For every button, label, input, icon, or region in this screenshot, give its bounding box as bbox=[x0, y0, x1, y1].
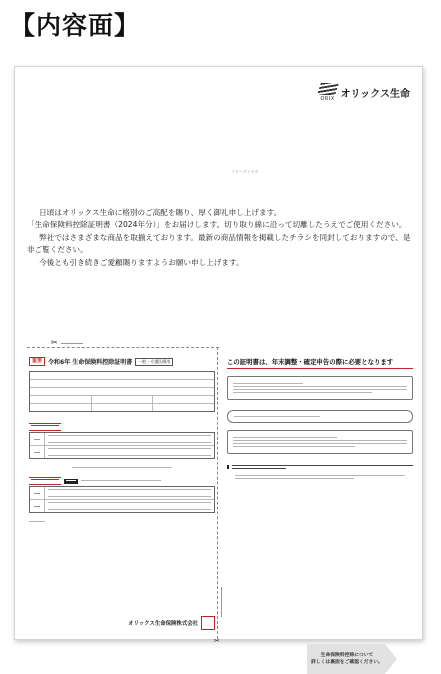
year-end-adjustment-detail bbox=[227, 471, 413, 483]
see-reverse-line-1: 生命保険料控除について bbox=[320, 653, 374, 658]
certificate-type-badge: 一般・介護医療用 bbox=[135, 358, 173, 366]
letter-line-3: 弊社ではさまざまな商品を取揃えております。最新の商品情報を掲載したチラシを同封しておりますので、是非ご覧ください。 bbox=[27, 232, 411, 255]
certificate-issuer bbox=[29, 616, 215, 630]
see-reverse-arrow bbox=[307, 644, 397, 674]
dark-badge bbox=[64, 479, 78, 484]
applicable-system-note bbox=[227, 410, 413, 423]
see-reverse-line-2: 詳しくは裏面をご確認ください。 bbox=[311, 660, 383, 665]
orix-stripes-icon bbox=[317, 83, 339, 95]
see-reverse-text bbox=[309, 652, 385, 666]
year-end-adjustment-note bbox=[227, 465, 413, 469]
cover-letter bbox=[27, 207, 413, 269]
policy-info-table bbox=[29, 371, 215, 412]
table-row bbox=[30, 388, 214, 396]
new-system-label-2 bbox=[29, 477, 61, 485]
vertical-cut-label bbox=[219, 587, 224, 617]
cut-line-vertical bbox=[217, 347, 218, 639]
company-seal-icon bbox=[201, 616, 215, 630]
guide-title: この証明書は、年末調整・確定申告の際に必要となります bbox=[227, 357, 413, 369]
scissors-icon: ✂ bbox=[51, 338, 58, 347]
document-sheet bbox=[14, 66, 423, 665]
new-system-table-2 bbox=[29, 486, 215, 513]
certificate-amount-note bbox=[227, 430, 413, 454]
freedial-label: フリーダイヤル bbox=[231, 169, 259, 174]
certificate-guide bbox=[227, 357, 413, 483]
cut-line-horizontal bbox=[27, 347, 219, 348]
table-row bbox=[30, 446, 214, 458]
important-badge: 重要 bbox=[29, 357, 45, 366]
scissors-icon-vertical: ✂ bbox=[214, 637, 220, 645]
issuer-name: オリックス生命保険株式会社 bbox=[128, 621, 198, 627]
certificate-title-row bbox=[29, 357, 215, 366]
cut-line-label bbox=[51, 339, 83, 347]
orix-mark bbox=[319, 83, 337, 102]
table-row bbox=[30, 500, 214, 512]
policy-basic-info-note bbox=[227, 376, 413, 400]
deduction-certificate bbox=[29, 357, 215, 524]
certificate-title: 令和6年 生命保険料控除証明書 bbox=[48, 359, 133, 366]
arrow-right-icon bbox=[385, 644, 397, 674]
orix-mark-text: ORIX bbox=[320, 96, 335, 102]
table-row bbox=[30, 380, 214, 388]
orix-logo bbox=[319, 83, 411, 102]
table-row bbox=[30, 372, 214, 380]
company-logo-name: オリックス生命 bbox=[340, 89, 410, 100]
table-row bbox=[30, 433, 214, 446]
table-row bbox=[30, 396, 214, 404]
cut-line-placeholder bbox=[61, 343, 83, 344]
letter-line-1: 日頃はオリックス生命に格別のご高配を賜り、厚く御礼申し上げます。 bbox=[39, 208, 282, 217]
table-row bbox=[30, 487, 214, 500]
letter-line-2: 「生命保険料控除証明書（2024年分）」をお届けします。切り取り線に沿って切離したうえでご使用ください。 bbox=[27, 220, 407, 230]
certificate-date-line bbox=[29, 521, 215, 522]
table-row bbox=[30, 404, 214, 411]
new-system-label bbox=[29, 423, 61, 431]
new-system-table bbox=[29, 432, 215, 459]
letter-line-4: 今後とも引き続きご愛顧賜りますようお願い申し上げます。 bbox=[39, 257, 244, 267]
page-heading: 【内容面】 bbox=[10, 11, 141, 40]
